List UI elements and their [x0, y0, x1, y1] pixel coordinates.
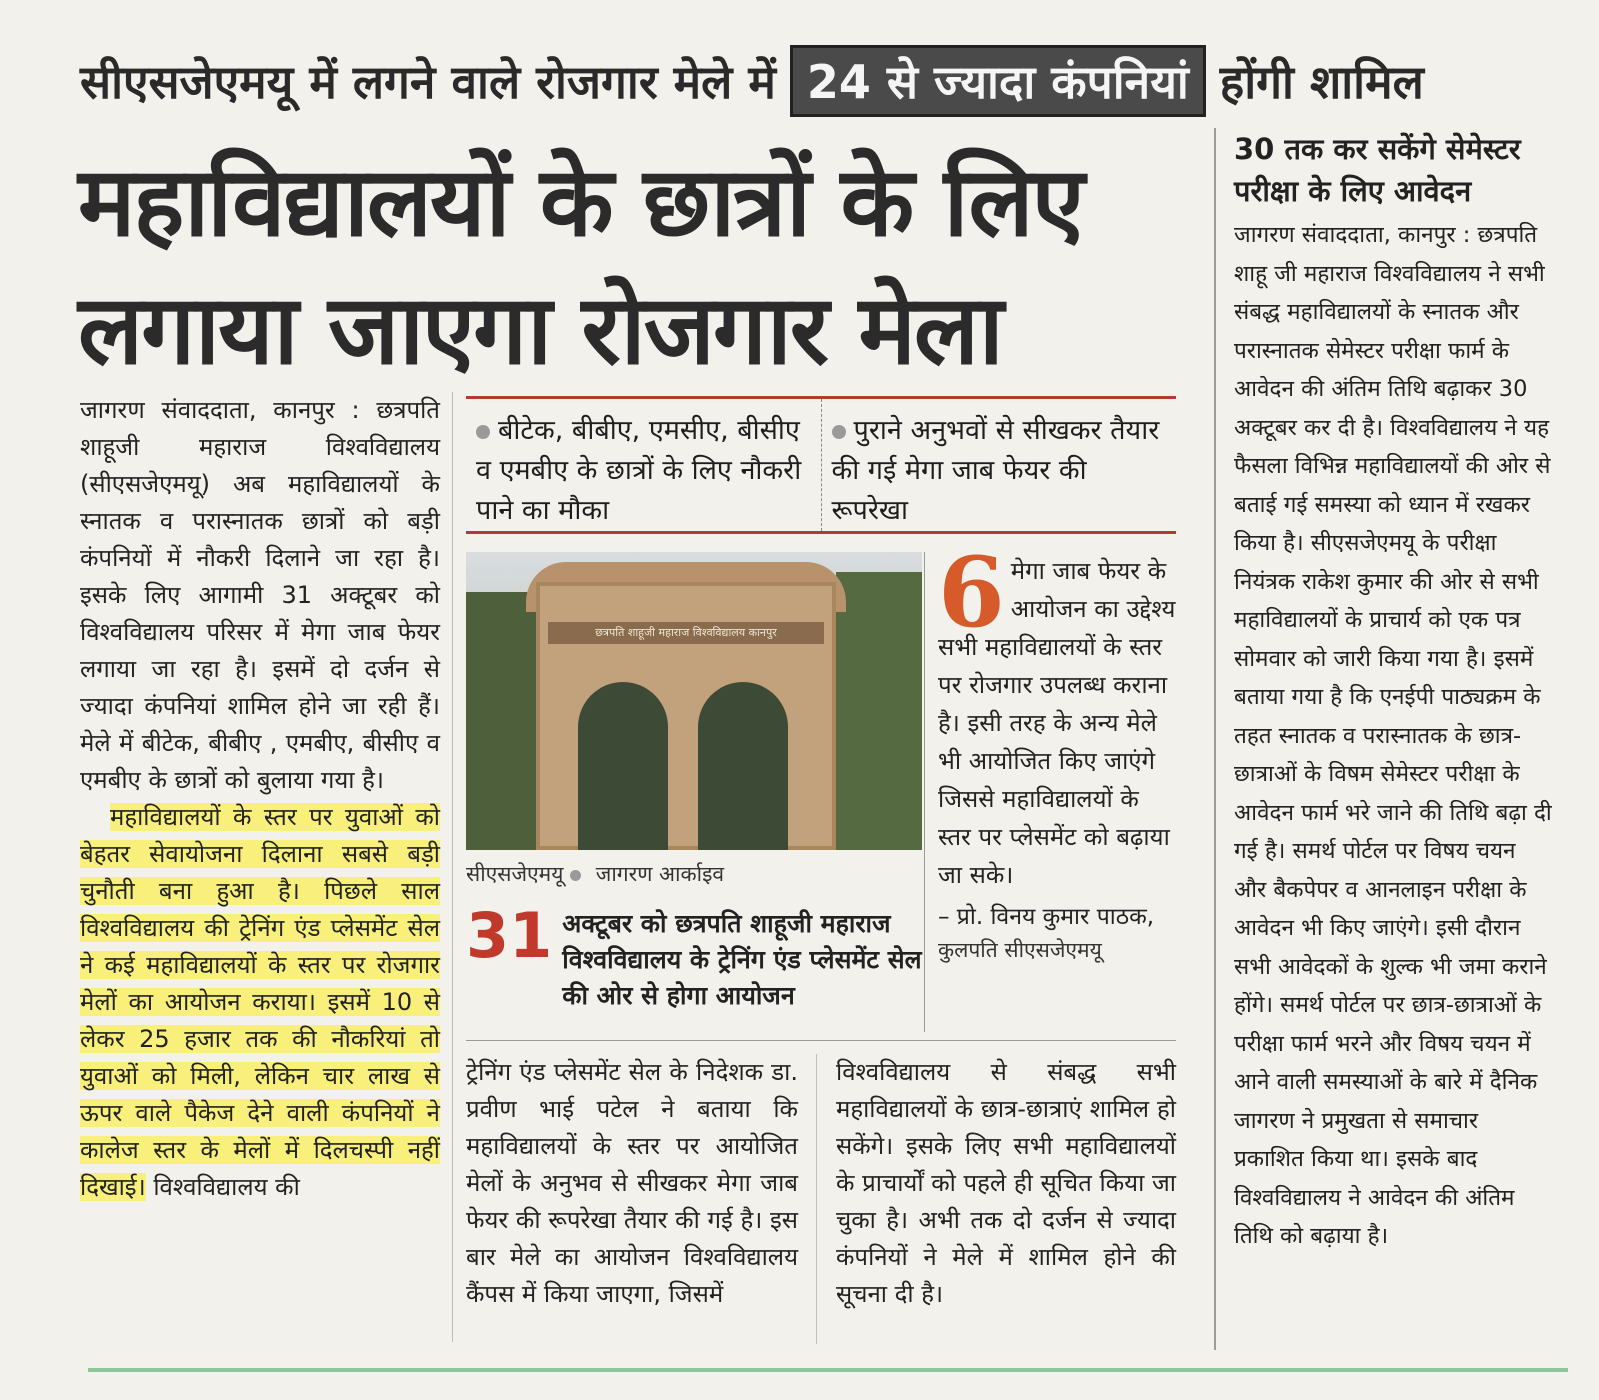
highlights-strip — [466, 396, 1176, 534]
quote-mark-icon: 6 — [938, 536, 1005, 649]
gate-sign: छत्रपति शाहूजी महाराज विश्वविद्यालय कानपुर — [548, 622, 824, 644]
quote-attribution-name: – प्रो. विनय कुमार पाठक, — [938, 904, 1155, 930]
caption-place: सीएसजेएमयू — [466, 862, 564, 886]
quote-text: मेगा जाब फेयर के आयोजन का उद्देश्य सभी महाविद्यालयों के स्तर पर रोजगार उपलब्ध कराना है। इसी तरह के अन्य मेले भी आयोजित किए जाएंगे जिससे महाविद्यालयों के स्तर पर प्लेसमेंट को बढ़ाया जा सके। — [938, 557, 1176, 889]
kicker-after: होंगी शामिल — [1219, 55, 1424, 109]
quote-attribution-role: कुलपति सीएसजेएमयू — [938, 938, 1102, 962]
caption-credit: जागरण आर्काइव — [595, 862, 725, 886]
highlight-item: पुराने अनुभवों से सीखकर तैयार की गई मेगा जाब फेयर की रूपरेखा — [821, 399, 1177, 531]
left-para-2-tail: विश्वविद्यालय की — [145, 1173, 300, 1201]
left-para-1: जागरण संवाददाता, कानपुर : छत्रपति शाहूजी महाराज विश्वविद्यालय (सीएसजेएमयू) अब महाविद्यालयों के स्नातक व परास्नातक छात्रों को बड़ी कंपनियों में नौकरी दिलाने जा रहा है। इसके लिए आगामी 31 अक्टूबर को विश्वविद्यालय परिसर में मेगा जाब फेयर लगाया जा रहा है। इसमें दो दर्जन से ज्यादा कंपनियां शामिल होने जा रही हैं। मेले में बीटेक, बीबीए , एमबीए, बीसीए व एमबीए के छात्रों को बुलाया गया है। — [80, 396, 440, 794]
right-column-divider — [1214, 128, 1216, 1350]
event-text: अक्टूबर को छत्रपति शाहूजी महाराज विश्वविद्यालय के ट्रेनिंग एंड प्लेसमेंट सेल की ओर से होगा आयोजन — [562, 909, 922, 1010]
highlight-item: बीटेक, बीबीए, एमसीए, बीसीए व एमबीए के छात्रों के लिए नौकरी पाने का मौका — [476, 415, 802, 526]
right-column-story — [1234, 128, 1554, 1256]
left-column — [80, 392, 440, 1206]
column-2: ट्रेनिंग एंड प्लेसमेंट सेल के निदेशक डा. प्रवीण भाई पटेल ने बताया कि महाविद्यालयों के स्तर पर आयोजित मेलों के अनुभव से सीखकर मेगा जाब फेयर की रूपरेखा तैयार की गई है। इस बार मेले का आयोजन विश्वविद्यालय कैंपस में किया जाएगा, जिसमें — [466, 1058, 798, 1308]
column-divider — [452, 392, 453, 1342]
headline-line-2: लगाया जाएगा रोजगार मेला — [78, 274, 1002, 386]
quote-divider — [924, 552, 925, 1032]
quote-box — [938, 536, 1178, 966]
main-headline — [78, 138, 1198, 394]
caption-dot-icon — [570, 870, 581, 881]
highlighted-text: महाविद्यालयों के स्तर पर युवाओं को बेहतर सेवायोजना दिलाना सबसे बड़ी चुनौती बना हुआ है। पिछले साल विश्वविद्यालय की ट्रेनिंग एंड प्लेसमेंट सेल ने कई महाविद्यालयों के स्तर पर रोजगार मेलों का आयोजन कराया। इसमें 10 से लेकर 25 हजार तक की नौकरियां तो युवाओं को मिली, लेकिन चार लाख से ऊपर वाले पैकेज देने वाली कंपनियों ने कालेज स्तर के मेलों में दिलचस्पी नहीं दिखाई। — [80, 803, 440, 1201]
event-box — [466, 899, 922, 1014]
left-para-2 — [80, 799, 440, 1206]
right-story-headline: 30 तक कर सकेंगे सेमेस्टर परीक्षा के लिए आवेदन — [1234, 132, 1521, 208]
photo-caption — [466, 860, 922, 888]
headline-line-1: महाविद्यालयों के छात्रों के लिए — [78, 146, 1083, 258]
section-divider — [466, 1040, 1176, 1041]
bullet-dot-icon — [832, 425, 846, 439]
kicker-before: सीएसजेएमयू में लगने वाले रोजगार मेले में — [80, 55, 776, 109]
bullet-dot-icon — [476, 425, 490, 439]
kicker-boxed: 24 से ज्यादा कंपनियां — [790, 45, 1206, 117]
kicker-line — [80, 40, 1424, 122]
event-date-number: 31 — [466, 899, 553, 972]
right-story-body: जागरण संवाददाता, कानपुर : छत्रपति शाहू जी महाराज विश्वविद्यालय ने सभी संबद्ध महाविद्यालयों के स्नातक और परास्नातक सेमेस्टर परीक्षा फार्म के आवेदन की अंतिम तिथि बढ़ाकर 30 अक्टूबर कर दी है। विश्वविद्यालय ने यह फैसला विभिन्न महाविद्यालयों की ओर से बताई गई समस्या को ध्यान में रखकर किया है। सीएसजेएमयू के परीक्षा नियंत्रक राकेश कुमार की ओर से सभी महाविद्यालयों के प्राचार्य को एक पत्र सोमवार को जारी किया गया है। इसमें बताया गया है कि एनईपी पाठ्यक्रम के तहत स्नातक व परास्नातक के छात्र-छात्राओं के विषम सेमेस्टर परीक्षा के आवेदन फार्म भरे जाने की तिथि बढ़ा दी गई है। समर्थ पोर्टल पर विषय चयन और बैकपेपर व आनलाइन परीक्षा के आवेदन भी किए जाएंगे। इसी दौरान सभी आवेदकों के शुल्क भी जमा कराने होंगे। समर्थ पोर्टल पर छात्र-छात्राओं के परीक्षा फार्म भरने और विषय चयन में आने वाली समस्याओं के बारे में दैनिक जागरण ने प्रमुखता से समाचार प्रकाशित किया था। इसके बाद विश्वविद्यालय ने आवेदन की अंतिम तिथि को बढ़ाया है। — [1234, 222, 1552, 1249]
column-divider — [816, 1054, 817, 1344]
page-edge — [88, 1368, 1568, 1372]
university-gate-photo — [466, 552, 922, 850]
column-3: विश्वविद्यालय से संबद्ध सभी महाविद्यालयों के छात्र-छात्राएं शामिल हो सकेंगे। इसके लिए सभी महाविद्यालयों के प्राचार्यों को पहले ही सूचित किया जा चुका है। अभी तक दो दर्जन से ज्यादा कंपनियों ने मेले में शामिल होने की सूचना दी है। — [836, 1058, 1176, 1308]
